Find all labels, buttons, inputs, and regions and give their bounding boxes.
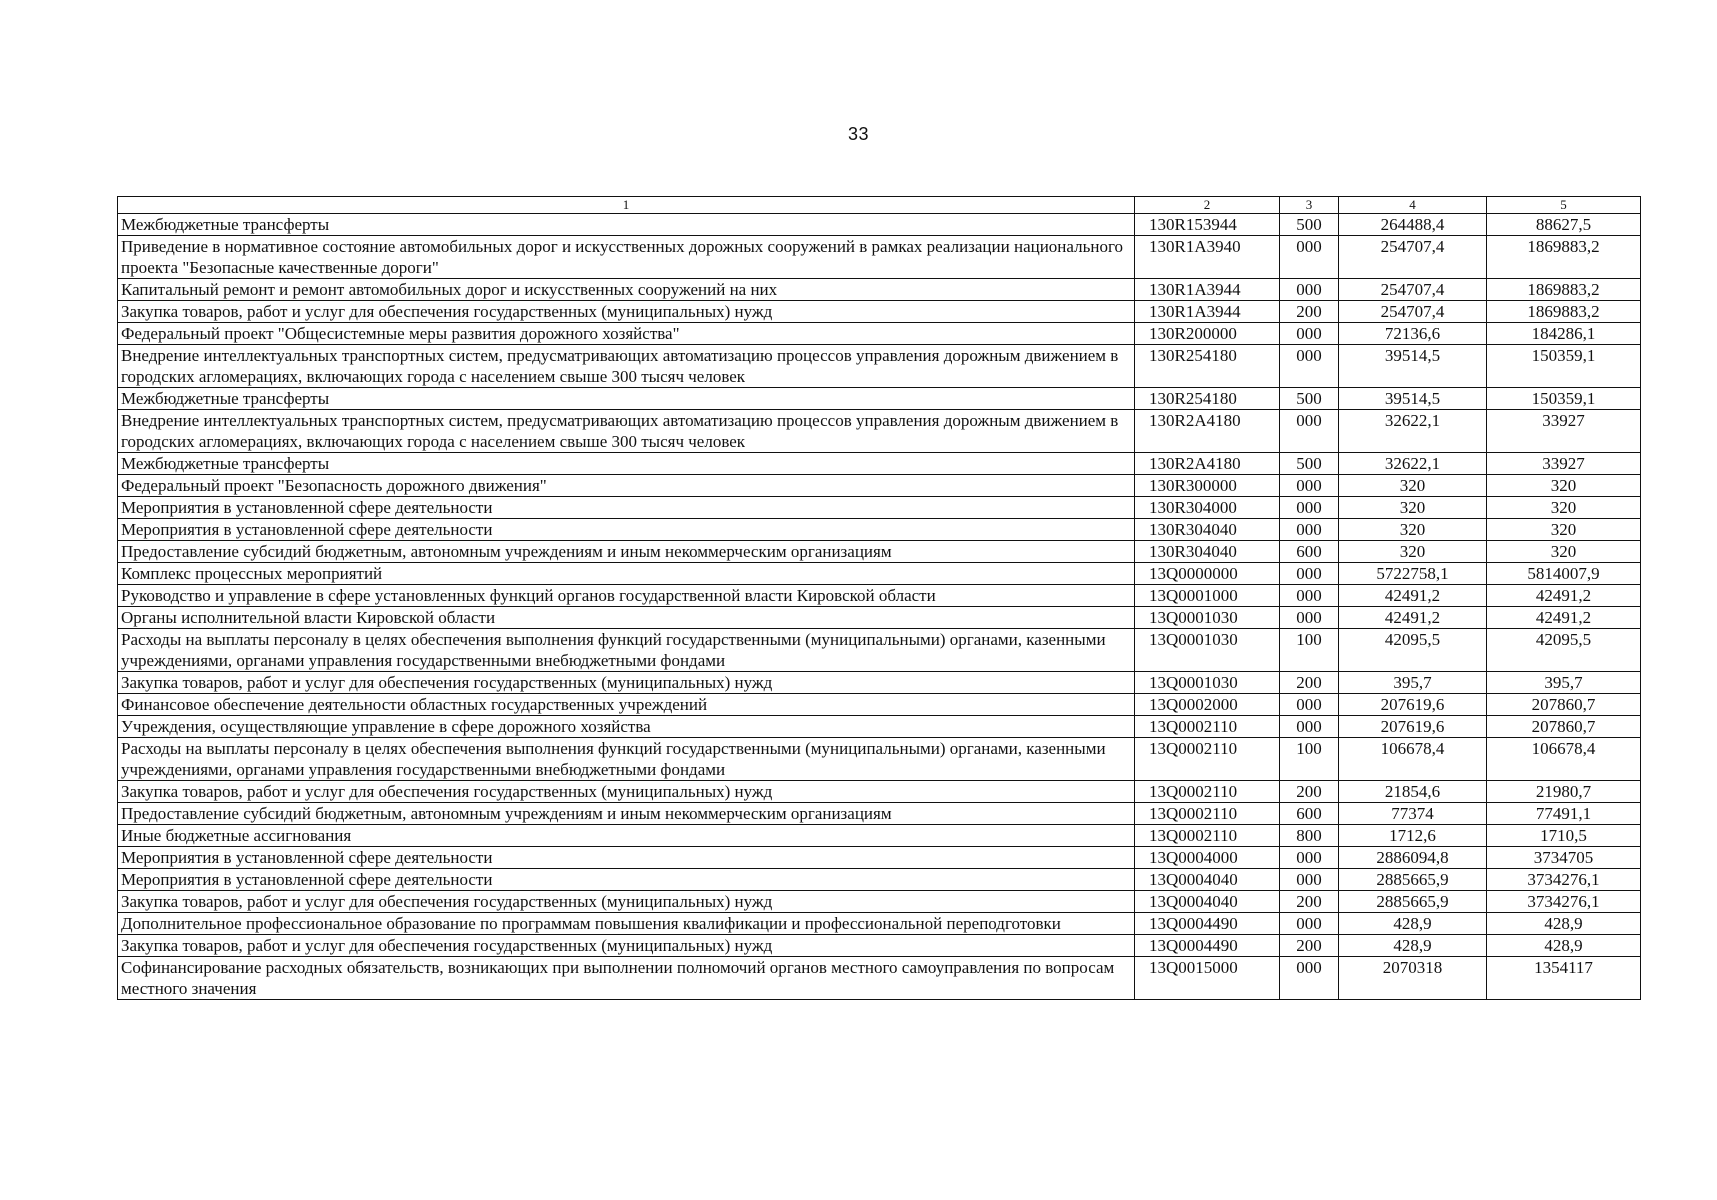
row-amount-1-cell: 2070318 [1339,957,1487,1000]
row-amount-2-cell: 395,7 [1487,672,1641,694]
row-name-cell: Внедрение интеллектуальных транспортных систем, предусматривающих автоматизацию процессов управления дорожным движением в городских агломерациях, включающих города с населением свыше 300 тысяч человек [118,410,1135,453]
row-amount-2-cell: 3734705 [1487,847,1641,869]
row-code-cell: 130R2A4180 [1135,453,1280,475]
row-type-cell: 200 [1280,891,1339,913]
row-type-cell: 000 [1280,563,1339,585]
row-code-cell: 13Q0002110 [1135,803,1280,825]
row-code-cell: 13Q0004490 [1135,913,1280,935]
row-amount-1-cell: 320 [1339,541,1487,563]
row-amount-1-cell: 32622,1 [1339,410,1487,453]
row-type-cell: 200 [1280,781,1339,803]
row-amount-2-cell: 320 [1487,519,1641,541]
row-name-cell: Органы исполнительной власти Кировской области [118,607,1135,629]
row-amount-2-cell: 428,9 [1487,913,1641,935]
row-code-cell: 130R1A3940 [1135,236,1280,279]
table-row [118,803,1641,825]
table-row [118,345,1641,388]
row-amount-1-cell: 254707,4 [1339,279,1487,301]
row-amount-2-cell: 184286,1 [1487,323,1641,345]
row-type-cell: 600 [1280,803,1339,825]
table-row [118,388,1641,410]
row-type-cell: 000 [1280,957,1339,1000]
row-code-cell: 130R304040 [1135,519,1280,541]
row-code-cell: 13Q0002110 [1135,716,1280,738]
row-name-cell: Федеральный проект "Безопасность дорожного движения" [118,475,1135,497]
row-code-cell: 13Q0002110 [1135,781,1280,803]
row-amount-2-cell: 1710,5 [1487,825,1641,847]
table-body [118,214,1641,1000]
row-code-cell: 13Q0001030 [1135,607,1280,629]
table-header-row [118,197,1641,214]
row-code-cell: 130R300000 [1135,475,1280,497]
row-amount-1-cell: 320 [1339,475,1487,497]
row-amount-2-cell: 33927 [1487,410,1641,453]
table-row [118,323,1641,345]
row-amount-1-cell: 207619,6 [1339,694,1487,716]
row-name-cell: Софинансирование расходных обязательств, возникающих при выполнении полномочий органов местного самоуправления по вопросам местного значения [118,957,1135,1000]
row-amount-1-cell: 2885665,9 [1339,891,1487,913]
row-type-cell: 000 [1280,869,1339,891]
row-amount-1-cell: 32622,1 [1339,453,1487,475]
table-row [118,716,1641,738]
table-row [118,541,1641,563]
table-row [118,847,1641,869]
table-row [118,781,1641,803]
row-amount-2-cell: 5814007,9 [1487,563,1641,585]
row-code-cell: 13Q0004040 [1135,869,1280,891]
row-amount-2-cell: 21980,7 [1487,781,1641,803]
row-code-cell: 13Q0002110 [1135,738,1280,781]
row-name-cell: Капитальный ремонт и ремонт автомобильных дорог и искусственных сооружений на них [118,279,1135,301]
table-row [118,301,1641,323]
row-name-cell: Предоставление субсидий бюджетным, автономным учреждениям и иным некоммерческим организациям [118,803,1135,825]
row-amount-2-cell: 207860,7 [1487,694,1641,716]
row-name-cell: Комплекс процессных мероприятий [118,563,1135,585]
row-name-cell: Предоставление субсидий бюджетным, автономным учреждениям и иным некоммерческим организациям [118,541,1135,563]
row-type-cell: 500 [1280,453,1339,475]
row-name-cell: Закупка товаров, работ и услуг для обеспечения государственных (муниципальных) нужд [118,301,1135,323]
row-name-cell: Федеральный проект "Общесистемные меры развития дорожного хозяйства" [118,323,1135,345]
row-amount-1-cell: 39514,5 [1339,388,1487,410]
table-row [118,585,1641,607]
row-name-cell: Расходы на выплаты персоналу в целях обеспечения выполнения функций государственными (муниципальными) органами, казенными учреждениями, органами управления государственными внебюджетными фондами [118,629,1135,672]
row-name-cell: Мероприятия в установленной сфере деятельности [118,519,1135,541]
row-type-cell: 500 [1280,388,1339,410]
row-amount-2-cell: 320 [1487,497,1641,519]
row-amount-2-cell: 428,9 [1487,935,1641,957]
row-amount-2-cell: 3734276,1 [1487,869,1641,891]
table-row [118,236,1641,279]
row-amount-2-cell: 1869883,2 [1487,279,1641,301]
table-row [118,913,1641,935]
row-type-cell: 600 [1280,541,1339,563]
row-amount-2-cell: 88627,5 [1487,214,1641,236]
row-amount-1-cell: 42491,2 [1339,585,1487,607]
row-amount-1-cell: 1712,6 [1339,825,1487,847]
row-type-cell: 200 [1280,672,1339,694]
row-name-cell: Мероприятия в установленной сфере деятельности [118,869,1135,891]
row-amount-2-cell: 42095,5 [1487,629,1641,672]
row-name-cell: Закупка товаров, работ и услуг для обеспечения государственных (муниципальных) нужд [118,935,1135,957]
row-amount-1-cell: 2885665,9 [1339,869,1487,891]
row-code-cell: 13Q0015000 [1135,957,1280,1000]
row-name-cell: Межбюджетные трансферты [118,214,1135,236]
budget-table [117,196,1641,1000]
row-type-cell: 000 [1280,410,1339,453]
row-code-cell: 13Q0001030 [1135,672,1280,694]
row-code-cell: 130R304040 [1135,541,1280,563]
table-row [118,935,1641,957]
row-name-cell: Приведение в нормативное состояние автомобильных дорог и искусственных дорожных сооружений в рамках реализации национального проекта "Безопасные качественные дороги" [118,236,1135,279]
row-amount-1-cell: 21854,6 [1339,781,1487,803]
table-row [118,869,1641,891]
row-type-cell: 800 [1280,825,1339,847]
row-code-cell: 13Q0004490 [1135,935,1280,957]
row-type-cell: 000 [1280,694,1339,716]
row-name-cell: Дополнительное профессиональное образование по программам повышения квалификации и профессиональной переподготовки [118,913,1135,935]
row-type-cell: 000 [1280,497,1339,519]
row-name-cell: Учреждения, осуществляющие управление в сфере дорожного хозяйства [118,716,1135,738]
table-row [118,214,1641,236]
table-row [118,738,1641,781]
row-type-cell: 200 [1280,301,1339,323]
row-name-cell: Мероприятия в установленной сфере деятельности [118,847,1135,869]
row-amount-2-cell: 77491,1 [1487,803,1641,825]
row-amount-1-cell: 254707,4 [1339,236,1487,279]
row-amount-1-cell: 2886094,8 [1339,847,1487,869]
row-code-cell: 13Q0004000 [1135,847,1280,869]
column-header-code: 2 [1135,197,1280,214]
row-amount-2-cell: 42491,2 [1487,607,1641,629]
row-type-cell: 000 [1280,236,1339,279]
row-code-cell: 130R200000 [1135,323,1280,345]
row-type-cell: 000 [1280,847,1339,869]
table-row [118,825,1641,847]
table-row [118,453,1641,475]
row-amount-1-cell: 106678,4 [1339,738,1487,781]
table-row [118,563,1641,585]
row-amount-1-cell: 428,9 [1339,935,1487,957]
table-row [118,957,1641,1000]
row-amount-1-cell: 5722758,1 [1339,563,1487,585]
row-code-cell: 130R153944 [1135,214,1280,236]
row-type-cell: 200 [1280,935,1339,957]
row-name-cell: Межбюджетные трансферты [118,453,1135,475]
row-type-cell: 000 [1280,607,1339,629]
row-amount-2-cell: 150359,1 [1487,388,1641,410]
page-number: 33 [847,124,870,144]
row-code-cell: 13Q0002110 [1135,825,1280,847]
row-code-cell: 13Q0004040 [1135,891,1280,913]
table-row [118,497,1641,519]
row-amount-2-cell: 150359,1 [1487,345,1641,388]
row-amount-2-cell: 320 [1487,541,1641,563]
table-row [118,694,1641,716]
table-row [118,519,1641,541]
table-row [118,891,1641,913]
row-amount-1-cell: 428,9 [1339,913,1487,935]
row-amount-1-cell: 264488,4 [1339,214,1487,236]
row-name-cell: Руководство и управление в сфере установленных функций органов государственной власти Кировской области [118,585,1135,607]
row-type-cell: 500 [1280,214,1339,236]
row-amount-1-cell: 320 [1339,519,1487,541]
row-amount-2-cell: 320 [1487,475,1641,497]
row-amount-1-cell: 39514,5 [1339,345,1487,388]
row-amount-2-cell: 106678,4 [1487,738,1641,781]
row-code-cell: 130R2A4180 [1135,410,1280,453]
row-code-cell: 130R1A3944 [1135,279,1280,301]
row-amount-1-cell: 254707,4 [1339,301,1487,323]
row-code-cell: 130R254180 [1135,345,1280,388]
row-name-cell: Закупка товаров, работ и услуг для обеспечения государственных (муниципальных) нужд [118,781,1135,803]
row-name-cell: Мероприятия в установленной сфере деятельности [118,497,1135,519]
row-type-cell: 000 [1280,345,1339,388]
table-row [118,410,1641,453]
column-header-amount-1: 4 [1339,197,1487,214]
row-type-cell: 000 [1280,475,1339,497]
row-type-cell: 100 [1280,629,1339,672]
row-type-cell: 000 [1280,585,1339,607]
row-code-cell: 130R304000 [1135,497,1280,519]
row-code-cell: 13Q0002000 [1135,694,1280,716]
row-amount-2-cell: 1869883,2 [1487,236,1641,279]
row-code-cell: 130R1A3944 [1135,301,1280,323]
row-type-cell: 000 [1280,279,1339,301]
table-row [118,607,1641,629]
row-code-cell: 13Q0001030 [1135,629,1280,672]
row-code-cell: 13Q0000000 [1135,563,1280,585]
row-amount-2-cell: 1869883,2 [1487,301,1641,323]
row-amount-1-cell: 42491,2 [1339,607,1487,629]
row-type-cell: 000 [1280,716,1339,738]
row-amount-1-cell: 42095,5 [1339,629,1487,672]
row-amount-2-cell: 3734276,1 [1487,891,1641,913]
row-amount-1-cell: 395,7 [1339,672,1487,694]
row-amount-2-cell: 42491,2 [1487,585,1641,607]
row-name-cell: Закупка товаров, работ и услуг для обеспечения государственных (муниципальных) нужд [118,672,1135,694]
row-name-cell: Расходы на выплаты персоналу в целях обеспечения выполнения функций государственными (муниципальными) органами, казенными учреждениями, органами управления государственными внебюджетными фондами [118,738,1135,781]
row-type-cell: 000 [1280,323,1339,345]
row-amount-1-cell: 207619,6 [1339,716,1487,738]
row-amount-2-cell: 207860,7 [1487,716,1641,738]
table-row [118,629,1641,672]
row-amount-1-cell: 72136,6 [1339,323,1487,345]
table-row [118,475,1641,497]
row-type-cell: 000 [1280,913,1339,935]
row-amount-1-cell: 77374 [1339,803,1487,825]
row-amount-1-cell: 320 [1339,497,1487,519]
row-name-cell: Межбюджетные трансферты [118,388,1135,410]
row-name-cell: Иные бюджетные ассигнования [118,825,1135,847]
row-name-cell: Финансовое обеспечение деятельности областных государственных учреждений [118,694,1135,716]
row-amount-2-cell: 1354117 [1487,957,1641,1000]
row-type-cell: 100 [1280,738,1339,781]
row-amount-2-cell: 33927 [1487,453,1641,475]
table-row [118,279,1641,301]
row-code-cell: 130R254180 [1135,388,1280,410]
column-header-amount-2: 5 [1487,197,1641,214]
row-name-cell: Закупка товаров, работ и услуг для обеспечения государственных (муниципальных) нужд [118,891,1135,913]
row-name-cell: Внедрение интеллектуальных транспортных систем, предусматривающих автоматизацию процессов управления дорожным движением в городских агломерациях, включающих города с населением свыше 300 тысяч человек [118,345,1135,388]
column-header-type: 3 [1280,197,1339,214]
table-row [118,672,1641,694]
row-type-cell: 000 [1280,519,1339,541]
row-code-cell: 13Q0001000 [1135,585,1280,607]
column-header-name: 1 [118,197,1135,214]
